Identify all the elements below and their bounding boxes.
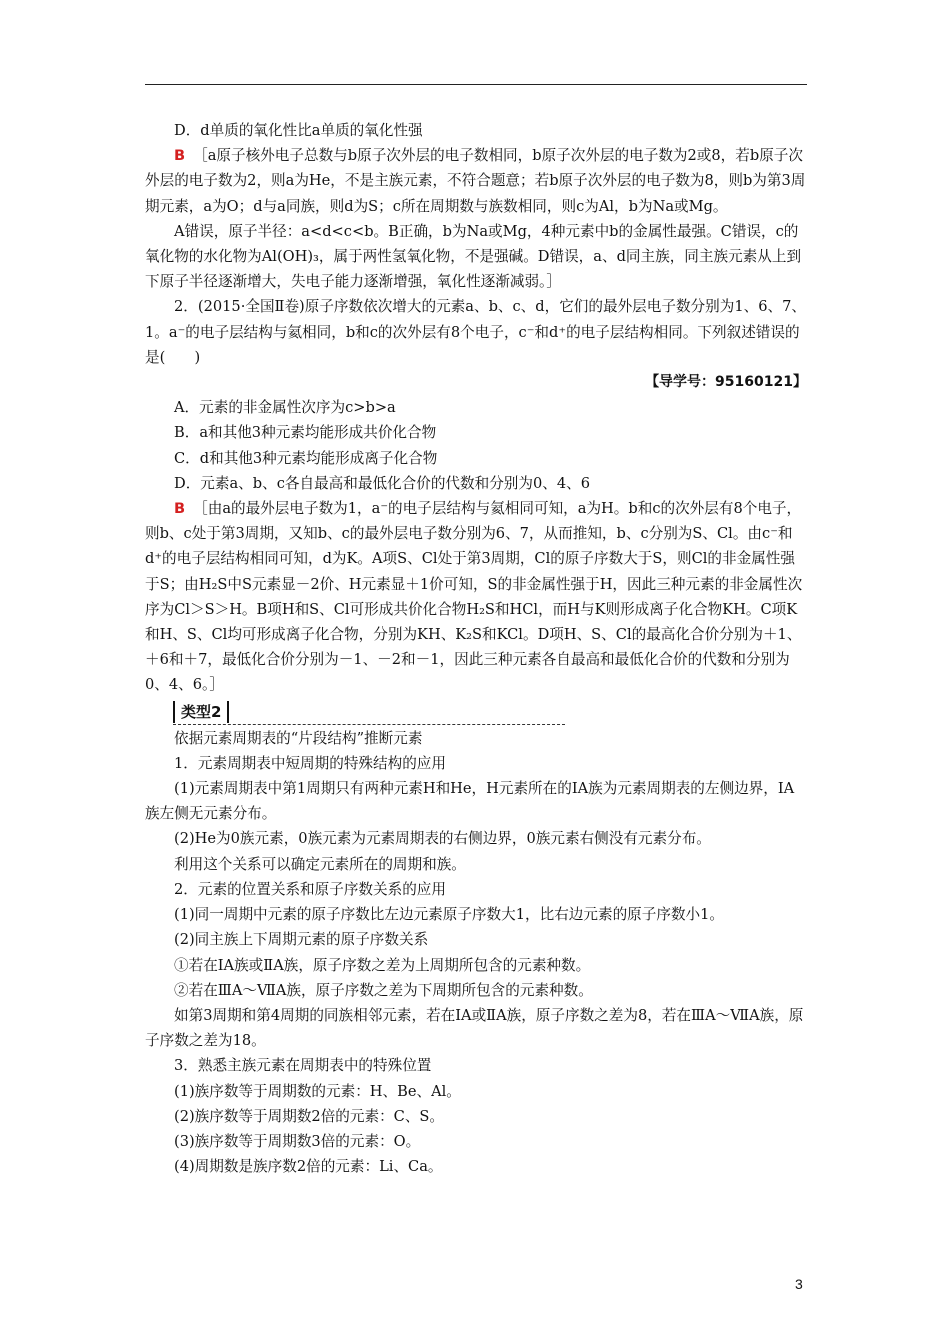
section1-p2: (2)He为0族元素，0族元素为元素周期表的右侧边界，0族元素右侧没有元素分布。: [174, 830, 711, 848]
section1-title: 1．元素周期表中短周期的特殊结构的应用: [174, 754, 446, 772]
header-rule: [145, 84, 807, 85]
q2-option-c: C．d和其他3种元素均能形成离子化合物: [174, 449, 438, 467]
section2-title: 2．元素的位置关系和原子序数关系的应用: [174, 880, 446, 898]
guide-number: 【导学号：95160121】: [645, 374, 807, 391]
section3-title: 3．熟悉主族元素在周期表中的特殊位置: [174, 1057, 432, 1075]
section2-p2: (2)同主族上下周期元素的原子序数关系: [174, 931, 429, 949]
section3-item-4: (4)周期数是族序数2倍的元素：Li、Ca。: [174, 1158, 443, 1176]
section1-p1: (1)元素周期表中第1周期只有两种元素H和He，H元素所在的ⅠA族为元素周期表的左侧边界，ⅠA族左侧无元素分布。: [145, 780, 795, 823]
section2-p3: ①若在ⅠA族或ⅡA族，原子序数之差为上周期所包含的元素种数。: [174, 956, 591, 974]
section1-p3: 利用这个关系可以确定元素所在的周期和族。: [174, 855, 466, 873]
q2-option-b: B．a和其他3种元素均能形成共价化合物: [174, 424, 437, 442]
q1-explanation-1: B ［a原子核外电子总数与b原子次外层的电子数相同，b原子次外层的电子数为2或8，若b原子次外层的电子数为2，则a为He，不是主族元素，不符合题意；若b原子次外层的电子数为8，则b为第3周期元素，a为O；d与a同族，则d为S；c所在周期数与族数相同，则c为Al，b为Na或Mg。: [145, 147, 806, 215]
q2-answer: B: [174, 500, 186, 518]
q2-explanation: B ［由a的最外层电子数为1，a⁻的电子层结构与氦相同可知，a为H。b和c的次外层有8个电子，则b、c处于第3周期，又知b、c的最外层电子数分别为6、7，从而推知，b、c分别为S、Cl。由c⁻和d⁺的电子层结构相同可知，d为K。A项S、Cl处于第3周期，Cl的原子序数大于S，则Cl的非金属性强于S；由H₂S中S元素显－2价、H元素显＋1价可知，S的非金属性强于H，因此三种元素的非金属性次序为Cl＞S＞H。B项H和S、Cl可形成共价化合物H₂S和HCl，而H与K则形成离子化合物KH。C项K和H、S、Cl均可形成离子化合物，分别为KH、K₂S和KCl。D项H、S、Cl的最高化合价分别为＋1、＋6和＋7，最低化合价分别为－1、－2和－1，因此三种元素各自最高和最低化合价的代数和分别为0、4、6。］: [145, 500, 803, 694]
type2-title: 依据元素周期表的“片段结构”推断元素: [174, 729, 423, 747]
q1-answer: B: [174, 147, 186, 165]
section3-item-2: (2)族序数等于周期数2倍的元素：C、S。: [174, 1107, 445, 1125]
section2-p5: 如第3周期和第4周期的同族相邻元素，若在ⅠA或ⅡA族，原子序数之差为8，若在ⅢA～ⅦA族，原子序数之差为18。: [145, 1006, 804, 1050]
type2-label: 类型2: [173, 701, 229, 723]
q1-explanation-2: A错误，原子半径：a<d<c<b。B正确，b为Na或Mg，4种元素中b的金属性最强。C错误，c的氧化物的水化物为Al(OH)₃，属于两性氢氧化物，不是强碱。D错误，a、d同主族，同主族元素从上到下原子半径逐渐增大，失电子能力逐渐增强，氧化性逐渐减弱。］: [145, 222, 802, 291]
document-body: [145, 118, 807, 1179]
q2-option-a: A．元素的非金属性次序为c>b>a: [174, 399, 396, 417]
section3-item-3: (3)族序数等于周期数3倍的元素：O。: [174, 1132, 421, 1150]
section2-p4: ②若在ⅢA～ⅦA族，原子序数之差为下周期所包含的元素种数。: [174, 981, 593, 999]
section3-item-1: (1)族序数等于周期数的元素：H、Be、Al。: [174, 1082, 461, 1100]
section2-p1: (1)同一周期中元素的原子序数比左边元素原子序数大1，比右边元素的原子序数小1。: [174, 906, 725, 924]
q2-stem: 2．(2015·全国Ⅱ卷)原子序数依次增大的元素a、b、c、d，它们的最外层电子数分别为1、6、7、1。a⁻的电子层结构与氦相同，b和c的次外层有8个电子，c⁻和d⁺的电子层结构相同。下列叙述错误的是( ): [145, 298, 806, 366]
q1-option-d: D．d单质的氧化性比a单质的氧化性强: [174, 122, 423, 139]
type2-dashed-rule: [173, 724, 565, 725]
type2-heading: [145, 701, 807, 725]
q2-option-d: D．元素a、b、c各自最高和最低化合价的代数和分别为0、4、6: [174, 474, 591, 492]
page-number: 3: [795, 1276, 803, 1292]
